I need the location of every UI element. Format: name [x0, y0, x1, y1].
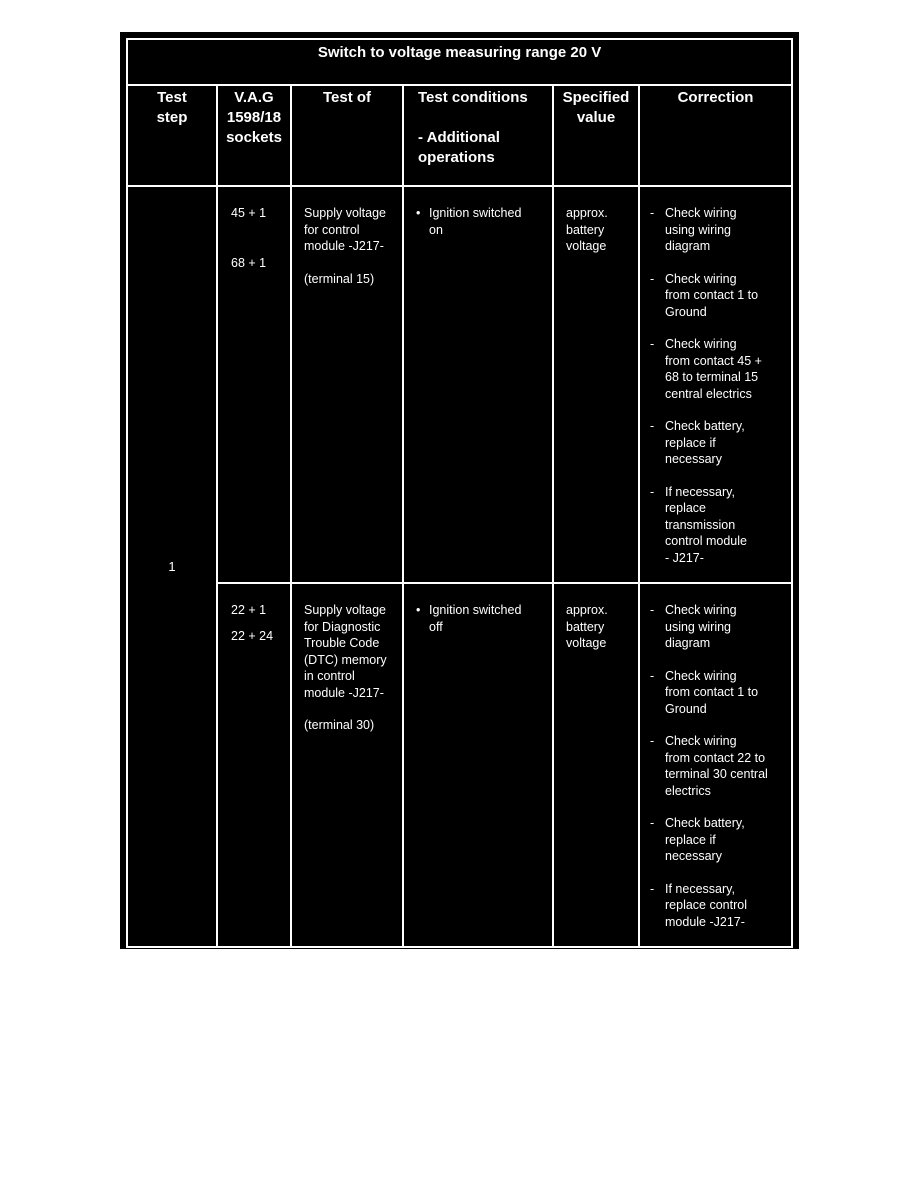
correction-cell [639, 583, 792, 947]
test-step-number: 1 [127, 186, 217, 947]
correction-item: - Check battery, replace if necessary [650, 815, 791, 865]
table-row [127, 583, 792, 947]
specified-value-cell: approx. battery voltage [553, 583, 639, 947]
test-of-cell: Supply voltage for Diagnostic Trouble Code (DTC) memory in control module -J217- (terminal 30) [291, 583, 403, 947]
table-row [127, 186, 792, 583]
header-test-step: Test step [127, 85, 217, 186]
correction-cell [639, 186, 792, 583]
correction-item: - Check wiring using wiring diagram [650, 205, 791, 255]
correction-item: - Check wiring from contact 22 to terminal 30 central electrics [650, 733, 791, 799]
specified-value-cell: approx. battery voltage [553, 186, 639, 583]
correction-item: - Check wiring from contact 45 + 68 to terminal 15 central electrics [650, 336, 791, 402]
correction-item: - If necessary, replace control module -J217- [650, 881, 791, 931]
table-title: Switch to voltage measuring range 20 V [127, 39, 792, 85]
test-conditions-cell: • Ignition switched on [403, 186, 553, 583]
header-sockets: V.A.G 1598/18 sockets [217, 85, 291, 186]
sockets-cell: 45 + 1 68 + 1 [217, 186, 291, 583]
test-of-cell: Supply voltage for control module -J217- (terminal 15) [291, 186, 403, 583]
correction-item: - Check battery, replace if necessary [650, 418, 791, 468]
test-conditions-cell: • Ignition switched off [403, 583, 553, 947]
header-test-of: Test of [291, 85, 403, 186]
correction-item: - Check wiring from contact 1 to Ground [650, 668, 791, 718]
sockets-cell: 22 + 1 22 + 24 [217, 583, 291, 947]
header-test-conditions: Test conditions - Additional operations [403, 85, 553, 186]
correction-item: - Check wiring using wiring diagram [650, 602, 791, 652]
test-table [126, 38, 793, 948]
header-specified-value: Specified value [553, 85, 639, 186]
header-correction: Correction [639, 85, 792, 186]
document-image [120, 32, 799, 949]
correction-item: - Check wiring from contact 1 to Ground [650, 271, 791, 321]
correction-item: - If necessary, replace transmission control module - J217- [650, 484, 791, 567]
